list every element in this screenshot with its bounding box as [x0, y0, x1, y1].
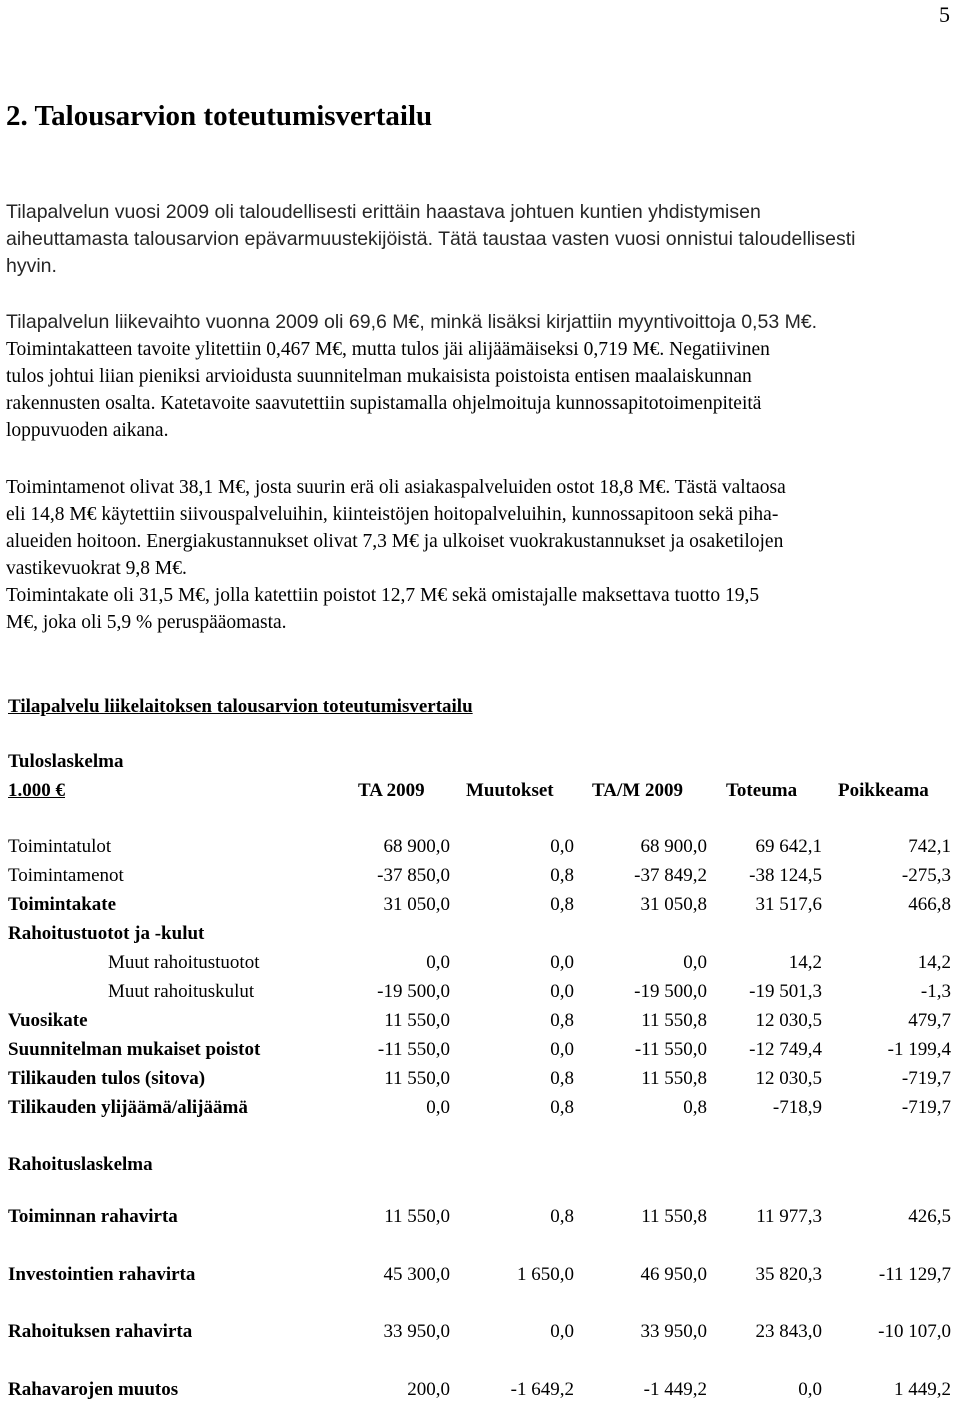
revenue-paragraph-line: [6, 309, 954, 336]
cell-muutokset: 0,0: [550, 1039, 574, 1060]
cell-ta2009: 11 550,0: [384, 1206, 450, 1227]
text-line: tulos johtui liian pieniksi arvioidusta suunnitelman mukaisista poistoista entisen maalaiskunnan: [6, 366, 752, 387]
text-line: hyvin.: [6, 255, 57, 277]
row-label: Muut rahoituskulut: [108, 981, 255, 1002]
cell-poikkeama: -719,7: [901, 1097, 951, 1118]
cell-toteuma: 12 030,5: [755, 1010, 822, 1031]
cell-tam2009: 46 950,0: [640, 1264, 707, 1285]
row-label: Rahoituksen rahavirta: [8, 1321, 193, 1342]
row-label: Rahavarojen muutos: [8, 1379, 179, 1400]
cell-toteuma: -19 501,3: [749, 981, 822, 1002]
cell-muutokset: 1 650,0: [517, 1264, 574, 1285]
text-line: Toimintamenot olivat 38,1 M€, josta suurin erä oli asiakaspalveluiden ostot 18,8 M€. Tästä valtaosa: [6, 477, 786, 498]
row-label: Suunnitelman mukaiset poistot: [8, 1039, 261, 1060]
cell-toteuma: 69 642,1: [755, 836, 822, 857]
cell-toteuma: -38 124,5: [749, 865, 822, 886]
expenses-paragraph: [6, 474, 956, 636]
cell-tam2009: 33 950,0: [640, 1321, 707, 1342]
cell-toteuma: 14,2: [788, 952, 822, 973]
text-line: Tilapalvelun liikevaihto vuonna 2009 oli 69,6 M€, minkä lisäksi kirjattiin myyntivoittoja 0,53 M€.: [6, 311, 818, 333]
cell-tam2009: -37 849,2: [634, 865, 707, 886]
cell-ta2009: -19 500,0: [377, 981, 450, 1002]
cell-ta2009: 0,0: [426, 1097, 450, 1118]
table-row: [0, 1010, 960, 1036]
cell-tam2009: -11 550,0: [634, 1039, 707, 1060]
cell-poikkeama: -719,7: [901, 1068, 951, 1089]
row-label: Tilikauden ylijäämä/alijäämä: [8, 1097, 248, 1118]
column-header: Poikkeama: [838, 780, 929, 801]
row-label: Muut rahoitustuotot: [108, 952, 260, 973]
intro-paragraph: [6, 199, 954, 280]
page-number: 5: [939, 2, 950, 27]
cash-flow-label: Rahoituslaskelma: [8, 1154, 153, 1175]
column-header: TA 2009: [358, 780, 425, 801]
text-line: Tilapalvelun vuosi 2009 oli taloudellisesti erittäin haastava johtuen kuntien yhdistymisen: [6, 201, 761, 223]
table-row: [0, 981, 960, 1007]
table-row: [0, 1379, 960, 1405]
cell-toteuma: -12 749,4: [749, 1039, 822, 1060]
cell-poikkeama: -1 199,4: [887, 1039, 951, 1060]
table-row: [0, 894, 960, 920]
income-statement-label: Tuloslaskelma: [8, 751, 124, 772]
table-row: [0, 1321, 960, 1347]
column-header: Muutokset: [466, 780, 554, 801]
row-label: Toimintakate: [8, 894, 117, 915]
cell-toteuma: 12 030,5: [755, 1068, 822, 1089]
table-title: Tilapalvelu liikelaitoksen talousarvion toteutumisvertailu: [8, 696, 473, 717]
cell-tam2009: 11 550,8: [641, 1206, 707, 1227]
cell-muutokset: 0,8: [550, 865, 574, 886]
row-label: Investointien rahavirta: [8, 1264, 196, 1285]
table-row: [0, 865, 960, 891]
cell-poikkeama: 479,7: [908, 1010, 951, 1031]
text-line: loppuvuoden aikana.: [6, 420, 169, 441]
table-row: [0, 1068, 960, 1094]
text-line: M€, joka oli 5,9 % peruspääomasta.: [6, 612, 287, 633]
column-header: TA/M 2009: [592, 780, 683, 801]
cell-toteuma: 0,0: [798, 1379, 822, 1400]
cell-poikkeama: 1 449,2: [894, 1379, 951, 1400]
cell-muutokset: 0,8: [550, 1097, 574, 1118]
text-line: aiheuttamasta talousarvion epävarmuustekijöistä. Tätä taustaa vasten vuosi onnistui taloudellisesti: [6, 228, 856, 250]
cell-ta2009: 11 550,0: [384, 1068, 450, 1089]
row-label: Rahoitustuotot ja -kulut: [8, 923, 205, 944]
text-line: Toimintakatteen tavoite ylitettiin 0,467 M€, mutta tulos jäi alijäämäiseksi 0,719 M€. Negatiivinen: [6, 339, 770, 360]
cell-tam2009: 0,0: [683, 952, 707, 973]
cell-muutokset: 0,0: [550, 1321, 574, 1342]
cell-muutokset: 0,8: [550, 1206, 574, 1227]
cell-ta2009: -37 850,0: [377, 865, 450, 886]
cell-poikkeama: 466,8: [908, 894, 951, 915]
table-row: [0, 1206, 960, 1232]
cell-poikkeama: -10 107,0: [878, 1321, 951, 1342]
cell-ta2009: 0,0: [426, 952, 450, 973]
cell-poikkeama: -1,3: [920, 981, 951, 1002]
table-row: [0, 1264, 960, 1290]
text-line: vastikevuokrat 9,8 M€.: [6, 558, 187, 579]
cell-ta2009: -11 550,0: [377, 1039, 450, 1060]
cell-muutokset: 0,8: [550, 894, 574, 915]
cell-poikkeama: -11 129,7: [878, 1264, 951, 1285]
table-row: [0, 1039, 960, 1065]
cell-tam2009: 0,8: [683, 1097, 707, 1118]
cell-toteuma: 23 843,0: [755, 1321, 822, 1342]
cell-tam2009: 68 900,0: [640, 836, 707, 857]
cell-ta2009: 31 050,0: [383, 894, 450, 915]
row-label: Vuosikate: [8, 1010, 88, 1031]
table-row: [0, 952, 960, 978]
page-heading: 2. Talousarvion toteutumisvertailu: [6, 100, 433, 132]
cell-ta2009: 11 550,0: [384, 1010, 450, 1031]
cell-muutokset: -1 649,2: [510, 1379, 574, 1400]
cell-muutokset: 0,8: [550, 1010, 574, 1031]
cell-poikkeama: 742,1: [908, 836, 951, 857]
cell-poikkeama: -275,3: [901, 865, 951, 886]
cell-tam2009: 31 050,8: [640, 894, 707, 915]
cell-muutokset: 0,0: [550, 836, 574, 857]
row-label: Tilikauden tulos (sitova): [8, 1068, 206, 1089]
cell-toteuma: 31 517,6: [755, 894, 822, 915]
table-row: [0, 836, 960, 862]
text-line: Toimintakate oli 31,5 M€, jolla katettiin poistot 12,7 M€ sekä omistajalle maksettava tuotto 19,5: [6, 585, 760, 606]
cell-tam2009: 11 550,8: [641, 1068, 707, 1089]
cell-tam2009: -1 449,2: [643, 1379, 707, 1400]
cell-toteuma: 35 820,3: [755, 1264, 822, 1285]
column-header: Toteuma: [726, 780, 798, 801]
cell-ta2009: 200,0: [407, 1379, 450, 1400]
table-row: [0, 1097, 960, 1123]
cell-tam2009: -19 500,0: [634, 981, 707, 1002]
cell-muutokset: 0,8: [550, 1068, 574, 1089]
result-paragraph: [6, 336, 956, 444]
text-line: eli 14,8 M€ käytettiin siivouspalveluihin, kiinteistöjen hoitopalveluihin, kunnossapitoon sekä piha-: [6, 504, 779, 525]
cell-muutokset: 0,0: [550, 981, 574, 1002]
text-line: rakennusten osalta. Katetavoite saavutettiin supistamalla ohjelmoituja kunnossapitotoimenpiteitä: [6, 393, 762, 414]
cell-ta2009: 45 300,0: [383, 1264, 450, 1285]
cell-tam2009: 11 550,8: [641, 1010, 707, 1031]
cell-toteuma: -718,9: [772, 1097, 822, 1118]
row-label: Toiminnan rahavirta: [8, 1206, 178, 1227]
cell-muutokset: 0,0: [550, 952, 574, 973]
table-row: [0, 923, 960, 949]
text-line: alueiden hoitoon. Energiakustannukset olivat 7,3 M€ ja ulkoiset vuokrakustannukset ja osaketilojen: [6, 531, 784, 552]
row-label: Toimintatulot: [8, 836, 112, 857]
row-label: Toimintamenot: [8, 865, 124, 886]
cell-poikkeama: 14,2: [917, 952, 951, 973]
cell-poikkeama: 426,5: [908, 1206, 951, 1227]
cell-ta2009: 33 950,0: [383, 1321, 450, 1342]
cell-ta2009: 68 900,0: [383, 836, 450, 857]
unit-label: 1.000 €: [8, 780, 65, 801]
cell-toteuma: 11 977,3: [756, 1206, 822, 1227]
